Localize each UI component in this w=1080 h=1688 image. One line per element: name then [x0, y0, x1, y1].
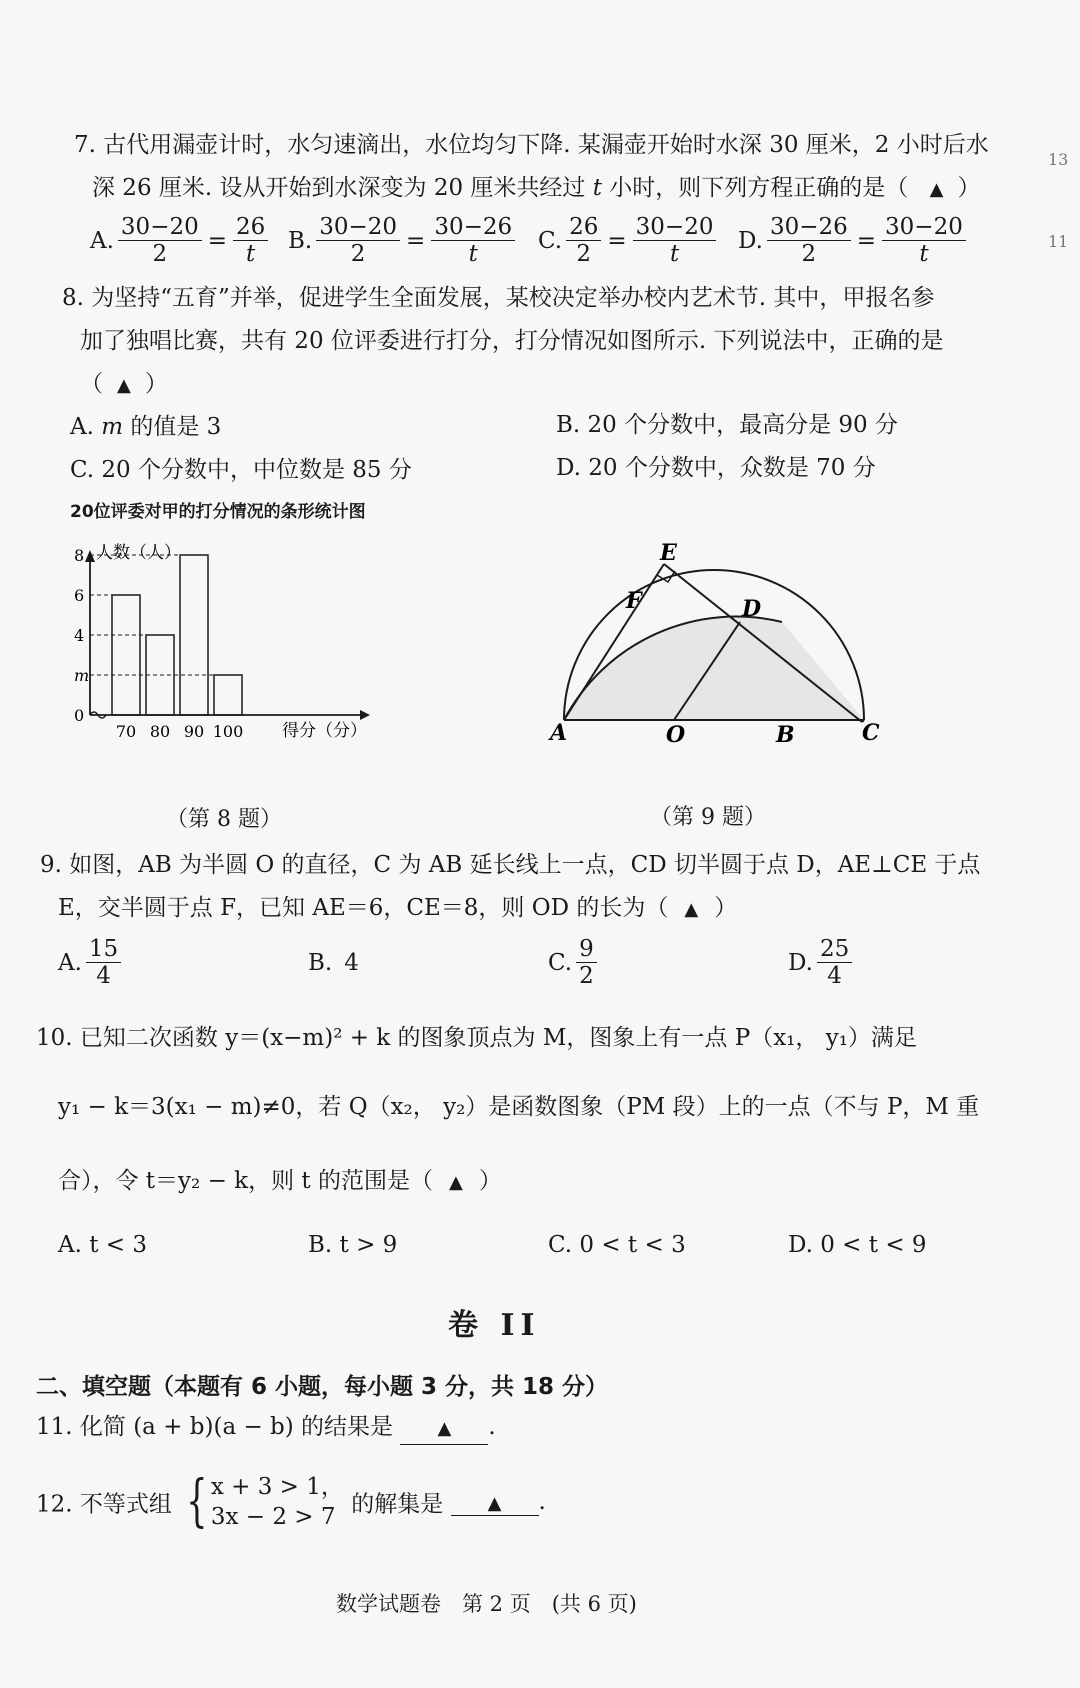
- q11-line: 11. 化简 (a + b)(a − b) 的结果是 ▲ .: [36, 1412, 496, 1445]
- q9-line1: 9. 如图，AB 为半圆 O 的直径，C 为 AB 延长线上一点，CD 切半圆于点 D，AE⊥CE 于点: [40, 852, 981, 878]
- bar: [214, 675, 242, 715]
- answer-blank: ▲: [451, 1489, 539, 1516]
- x-tick-label: 90: [183, 722, 205, 741]
- q10-line3: 合），令 t＝y₂ − k，则 t 的范围是（ ▲ ）: [58, 1168, 502, 1194]
- label-e: E: [660, 540, 677, 566]
- x-tick-label: 80: [149, 722, 171, 741]
- y-tick-label: 6: [74, 586, 85, 605]
- q9-figure-caption: （第 9 题）: [650, 805, 766, 830]
- label-f: F: [626, 588, 642, 614]
- label-c: C: [862, 720, 880, 746]
- bar: [180, 555, 208, 715]
- x-axis-arrow: [360, 710, 370, 720]
- q9-option-a: A. $\frac{15}{4}$: [58, 936, 125, 989]
- answer-mark: ▲: [117, 375, 131, 396]
- q9-option-d: D. $\frac{25}{4}$: [788, 936, 856, 989]
- page-footer: 数学试题卷 第 2 页 (共 6 页): [336, 1592, 637, 1616]
- q9-option-b: B. 4: [308, 950, 359, 976]
- label-b: B: [776, 722, 795, 748]
- q8-option-b: B. 20 个分数中，最高分是 90 分: [556, 412, 898, 438]
- label-d: D: [742, 596, 762, 622]
- q10-line2: y₁ − k＝3(x₁ − m)≠0，若 Q（x₂， y₂）是函数图象（PM 段）上的一点（不与 P，M 重: [58, 1094, 980, 1120]
- bar-chart: [60, 540, 390, 800]
- y-tick-label: 8: [74, 546, 85, 565]
- answer-mark: ▲: [448, 1172, 463, 1193]
- q12-inequality-1: x + 3 > 1，: [210, 1474, 344, 1500]
- q10-option-c: C. 0 < t < 3: [548, 1232, 686, 1258]
- y-tick-label: m: [74, 666, 90, 685]
- chart-title: 20位评委对甲的打分情况的条形统计图: [70, 502, 366, 522]
- y-axis-label: 人数（人）: [96, 543, 181, 563]
- q9-line2: E，交半圆于点 F，已知 AE＝6，CE＝8，则 OD 的长为（ ▲ ）: [58, 895, 738, 921]
- part2-heading: 二、填空题（本题有 6 小题，每小题 3 分，共 18 分）: [36, 1374, 609, 1400]
- y-axis-arrow: [85, 550, 95, 562]
- x-tick-label: 70: [115, 722, 137, 741]
- label-o: O: [666, 722, 686, 748]
- q8-option-d: D. 20 个分数中，众数是 70 分: [556, 455, 876, 481]
- q10-option-b: B. t > 9: [308, 1232, 398, 1258]
- q12-line: 12. 不等式组 { x + 3 > 1， 3x − 2 > 7 的解集是 ▲ .: [36, 1469, 546, 1534]
- q10-option-d: D. 0 < t < 9: [788, 1232, 927, 1258]
- answer-mark: ▲: [929, 179, 944, 200]
- q8-option-c: C. 20 个分数中，中位数是 85 分: [70, 457, 412, 483]
- y-tick-label: 4: [74, 626, 85, 645]
- q10-option-a: A. t < 3: [58, 1232, 148, 1258]
- x-axis-label: 得分（分）: [282, 721, 367, 741]
- q8-line1: 8. 为坚持“五育”并举，促进学生全面发展，某校决定举办校内艺术节. 其中，甲报名参: [62, 285, 935, 311]
- shaded-region: [564, 617, 864, 720]
- answer-mark: ▲: [684, 899, 699, 920]
- section-title: 卷 II: [448, 1308, 541, 1343]
- q7-option-a: A. $\frac{30-20}{2}$ = $\frac{26}{t}$: [90, 214, 272, 267]
- margin-note-1: 13: [1048, 150, 1069, 169]
- x-tick-label: 100: [212, 722, 244, 741]
- q8-option-a: A. m 的值是 3: [70, 414, 222, 440]
- q12-inequality-2: 3x − 2 > 7: [210, 1504, 336, 1530]
- q7-option-d: D. $\frac{30-26}{2}$ = $\frac{30-20}{t}$: [738, 214, 970, 267]
- q8-line2: 加了独唱比赛，共有 20 位评委进行打分，打分情况如图所示. 下列说法中，正确的是: [80, 328, 944, 354]
- q8-line3: （ ▲ ）: [80, 371, 168, 397]
- q7-option-b: B. $\frac{30-20}{2}$ = $\frac{30-26}{t}$: [288, 214, 519, 267]
- label-a: A: [550, 720, 568, 746]
- q7-option-c: C. $\frac{26}{2}$ = $\frac{30-20}{t}$: [538, 214, 720, 267]
- margin-note-2: 11: [1048, 232, 1069, 251]
- y-tick-label: 0: [74, 706, 85, 725]
- q10-line1: 10. 已知二次函数 y＝(x−m)² + k 的图象顶点为 M，图象上有一点 P（x₁， y₁）满足: [36, 1025, 917, 1051]
- q9-figure: [540, 540, 900, 760]
- q7-line1: 7. 古代用漏壶计时，水匀速滴出，水位均匀下降. 某漏壶开始时水深 30 厘米，2 小时后水: [74, 132, 989, 158]
- answer-blank: ▲: [400, 1412, 488, 1445]
- q7-line2: 深 26 厘米. 设从开始到水深变为 20 厘米共经过 t 小时，则下列方程正确的是（ ▲ ）: [92, 175, 981, 201]
- bar: [112, 595, 140, 715]
- q8-figure-caption: （第 8 题）: [166, 807, 282, 832]
- q9-option-c: C. $\frac{9}{2}$: [548, 936, 601, 989]
